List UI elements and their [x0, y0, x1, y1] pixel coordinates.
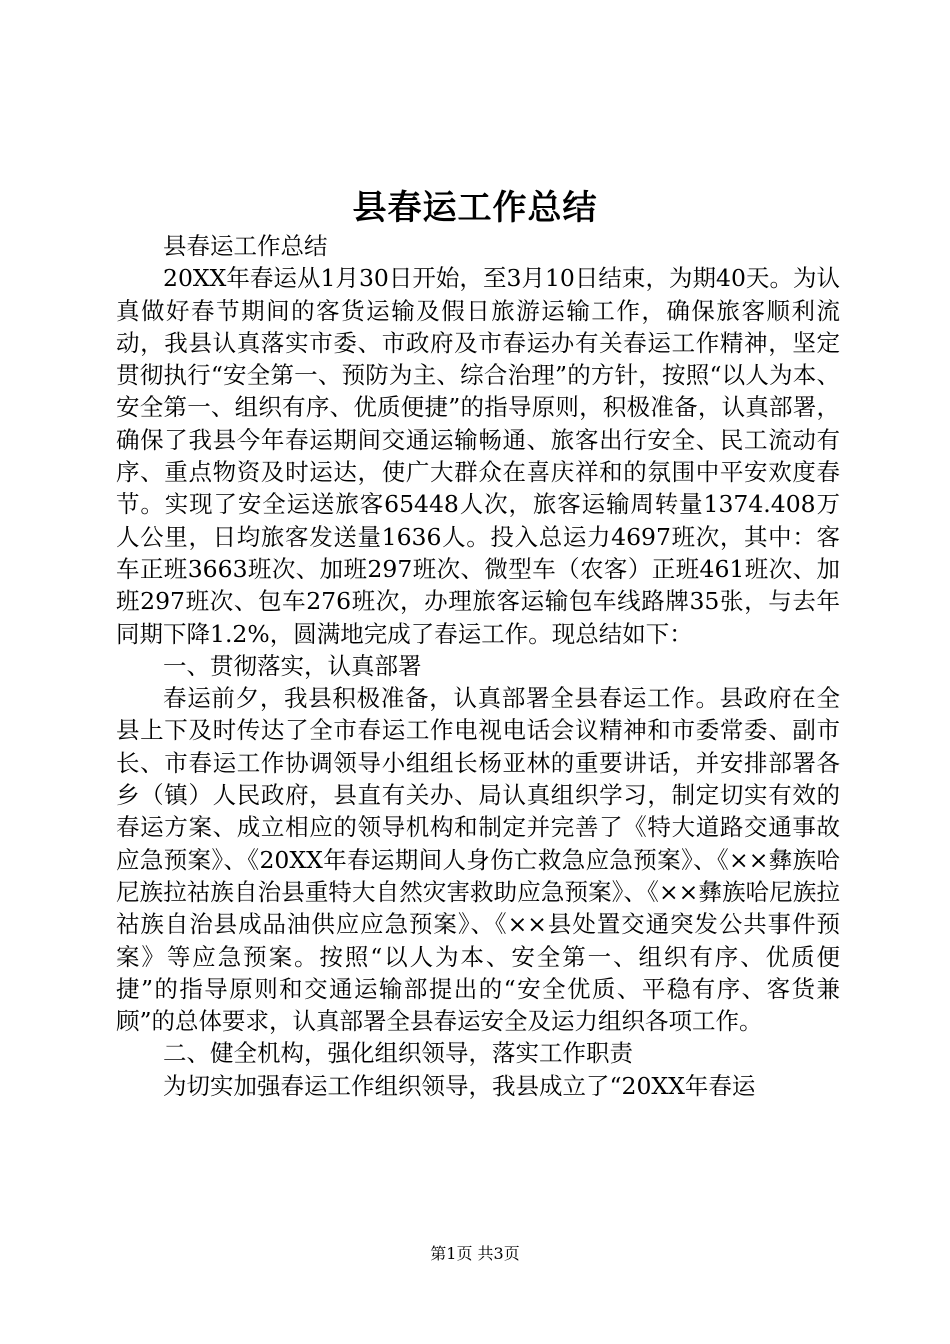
document-title: 县春运工作总结: [352, 188, 598, 228]
page-number-footer: 第1页 共3页: [430, 1244, 520, 1263]
intro-paragraph: 20XX年春运从1月30日开始，至3月10日结束，为期40天。为认真做好春节期间的客货运输及假日旅游运输工作，确保旅客顺利流动，我县认真落实市委、市政府及市春运办有关春运工作精神，坚定贯彻执行“安全第一、预防为主、综合治理”的方针，按照“以人为本、安全第一、组织有序、优质便捷”的指导原则，积极准备，认真部署，确保了我县今年春运期间交通运输畅通、旅客出行安全、民工流动有序、重点物资及时运达，使广大群众在喜庆祥和的氛围中平安欢度春节。实现了安全运送旅客65448人次，旅客运输周转量1374.408万人公里，日均旅客发送量1636人。投入总运力4697班次，其中：客车正班3663班次、加班297班次、微型车（农客）正班461班次、加班297班次、包车276班次，办理旅客运输包车线路牌35张，与去年同期下降1.2%，圆满地完成了春运工作。现总结如下：: [116, 264, 840, 648]
section-2-paragraph: 为切实加强春运工作组织领导，我县成立了“20XX年春运: [163, 1071, 756, 1100]
subtitle-paragraph: 县春运工作总结: [163, 232, 328, 260]
section-1-paragraph: 春运前夕，我县积极准备，认真部署全县春运工作。县政府在全县上下及时传达了全市春运工作电视电话会议精神和市委常委、副市长、市春运工作协调领导小组组长杨亚林的重要讲话，并安排部署各乡（镇）人民政府，县直有关办、局认真组织学习，制定切实有效的春运方案、成立相应的领导机构和制定并完善了《特大道路交通事故应急预案》、《20XX年春运期间人身伤亡救急应急预案》、《××彝族哈尼族拉祜族自治县重特大自然灾害救助应急预案》、《××彝族哈尼族拉祜族自治县成品油供应应急预案》、《××县处置交通突发公共事件预案》等应急预案。按照“以人为本、安全第一、组织有序、优质便捷”的指导原则和交通运输部提出的“安全优质、平稳有序、客货兼顾”的总体要求，认真部署全县春运安全及运力组织各项工作。: [116, 684, 840, 1036]
section-heading-2: 二、健全机构，强化组织领导，落实工作职责: [163, 1039, 633, 1068]
document-body: [116, 230, 840, 1102]
section-heading-1: 一、贯彻落实，认真部署: [163, 651, 422, 680]
